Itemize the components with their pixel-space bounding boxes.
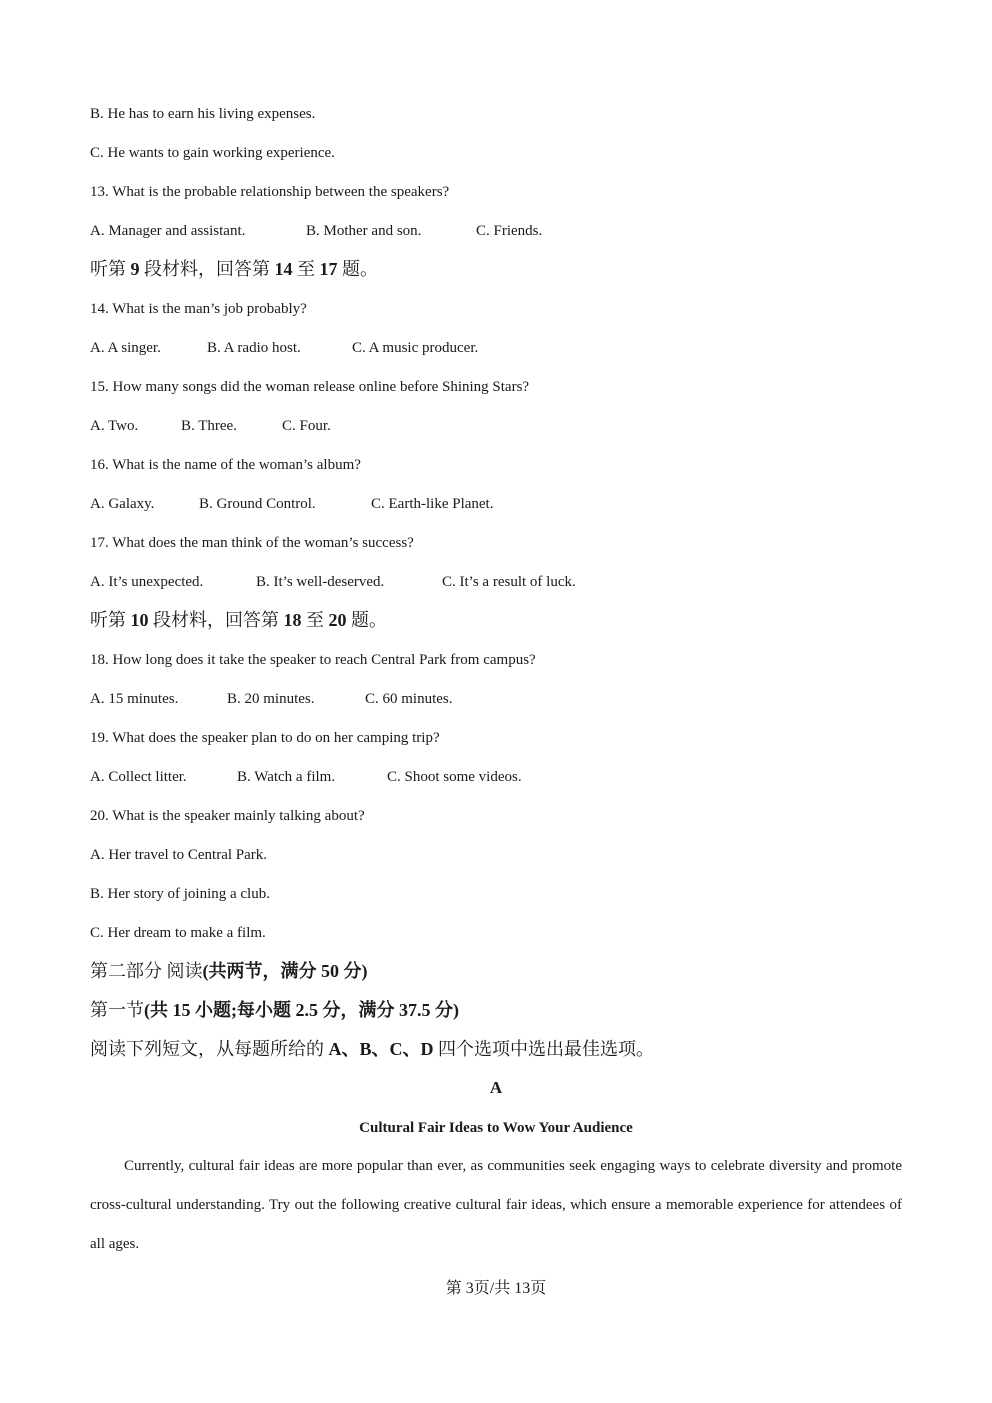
q15-option-b: B. Three.	[181, 418, 237, 434]
q18-option-a: A. 15 minutes.	[90, 691, 179, 707]
reading-instruction: 阅读下列短文，从每题所给的 A、B、C、D 四个选项中选出最佳选项。	[90, 1039, 655, 1059]
q12-option-c: C. He wants to gain working experience.	[90, 145, 335, 161]
q13-text: 13. What is the probable relationship between the speakers?	[90, 184, 450, 200]
q19-option-a: A. Collect litter.	[90, 769, 187, 785]
q13-option-c: C. Friends.	[476, 223, 543, 239]
q13-option-b: B. Mother and son.	[306, 223, 422, 239]
q18-option-c: C. 60 minutes.	[365, 691, 453, 707]
q18-option-b: B. 20 minutes.	[227, 691, 315, 707]
page-number: 第 3页/共 13页	[445, 1280, 547, 1297]
q19-options	[90, 767, 522, 787]
q20-option-c: C. Her dream to make a film.	[90, 925, 266, 941]
q16-text: 16. What is the name of the woman’s album?	[90, 457, 361, 473]
q14-option-b: B. A radio host.	[207, 340, 301, 356]
q15-option-a: A. Two.	[90, 418, 139, 434]
q15-text: 15. How many songs did the woman release online before Shining Stars?	[90, 379, 530, 395]
q14-options	[90, 338, 478, 358]
q19-option-c: C. Shoot some videos.	[387, 769, 522, 785]
q18-options	[90, 689, 453, 709]
section-header-material-9: 听第 9 段材料，回答第 14 至 17 题。	[90, 259, 378, 279]
section-header-material-10: 听第 10 段材料，回答第 18 至 20 题。	[90, 610, 387, 630]
q16-option-c: C. Earth-like Planet.	[371, 496, 494, 512]
passage-letter: A	[489, 1078, 503, 1097]
q16-options	[90, 494, 493, 514]
q20-text: 20. What is the speaker mainly talking about?	[90, 808, 365, 824]
passage-title: Cultural Fair Ideas to Wow Your Audience	[359, 1120, 633, 1136]
q12-option-b: B. He has to earn his living expenses.	[90, 106, 316, 122]
part-two-heading: 第二部分 阅读(共两节，满分 50 分)	[90, 961, 368, 981]
q13-options	[90, 221, 542, 241]
q17-text: 17. What does the man think of the woman’s success?	[90, 535, 414, 551]
q13-option-a: A. Manager and assistant.	[90, 223, 246, 239]
q17-option-a: A. It’s unexpected.	[90, 574, 204, 590]
q14-option-c: C. A music producer.	[352, 340, 479, 356]
q17-option-b: B. It’s well-deserved.	[256, 574, 385, 590]
q19-text: 19. What does the speaker plan to do on her camping trip?	[90, 730, 440, 746]
q15-option-c: C. Four.	[282, 418, 331, 434]
q18-text: 18. How long does it take the speaker to reach Central Park from campus?	[90, 652, 536, 668]
q20-option-a: A. Her travel to Central Park.	[90, 847, 268, 863]
q17-options	[90, 572, 576, 592]
q14-option-a: A. A singer.	[90, 340, 161, 356]
passage-paragraph: Currently, cultural fair ideas are more popular than ever, as communities seek engaging ways to celebrate diversity and promote cross-cultural understanding. Try out the following creative cultural fair ideas, which ensure a memorable experience for attendees of all ages.	[90, 1158, 902, 1252]
q15-options	[90, 416, 331, 436]
q16-option-a: A. Galaxy.	[90, 496, 155, 512]
q16-option-b: B. Ground Control.	[199, 496, 316, 512]
q17-option-c: C. It’s a result of luck.	[442, 574, 576, 590]
q20-option-b: B. Her story of joining a club.	[90, 886, 270, 902]
section-one-heading: 第一节(共 15 小题;每小题 2.5 分，满分 37.5 分)	[90, 1000, 459, 1020]
q14-text: 14. What is the man’s job probably?	[90, 301, 307, 317]
q19-option-b: B. Watch a film.	[237, 769, 336, 785]
